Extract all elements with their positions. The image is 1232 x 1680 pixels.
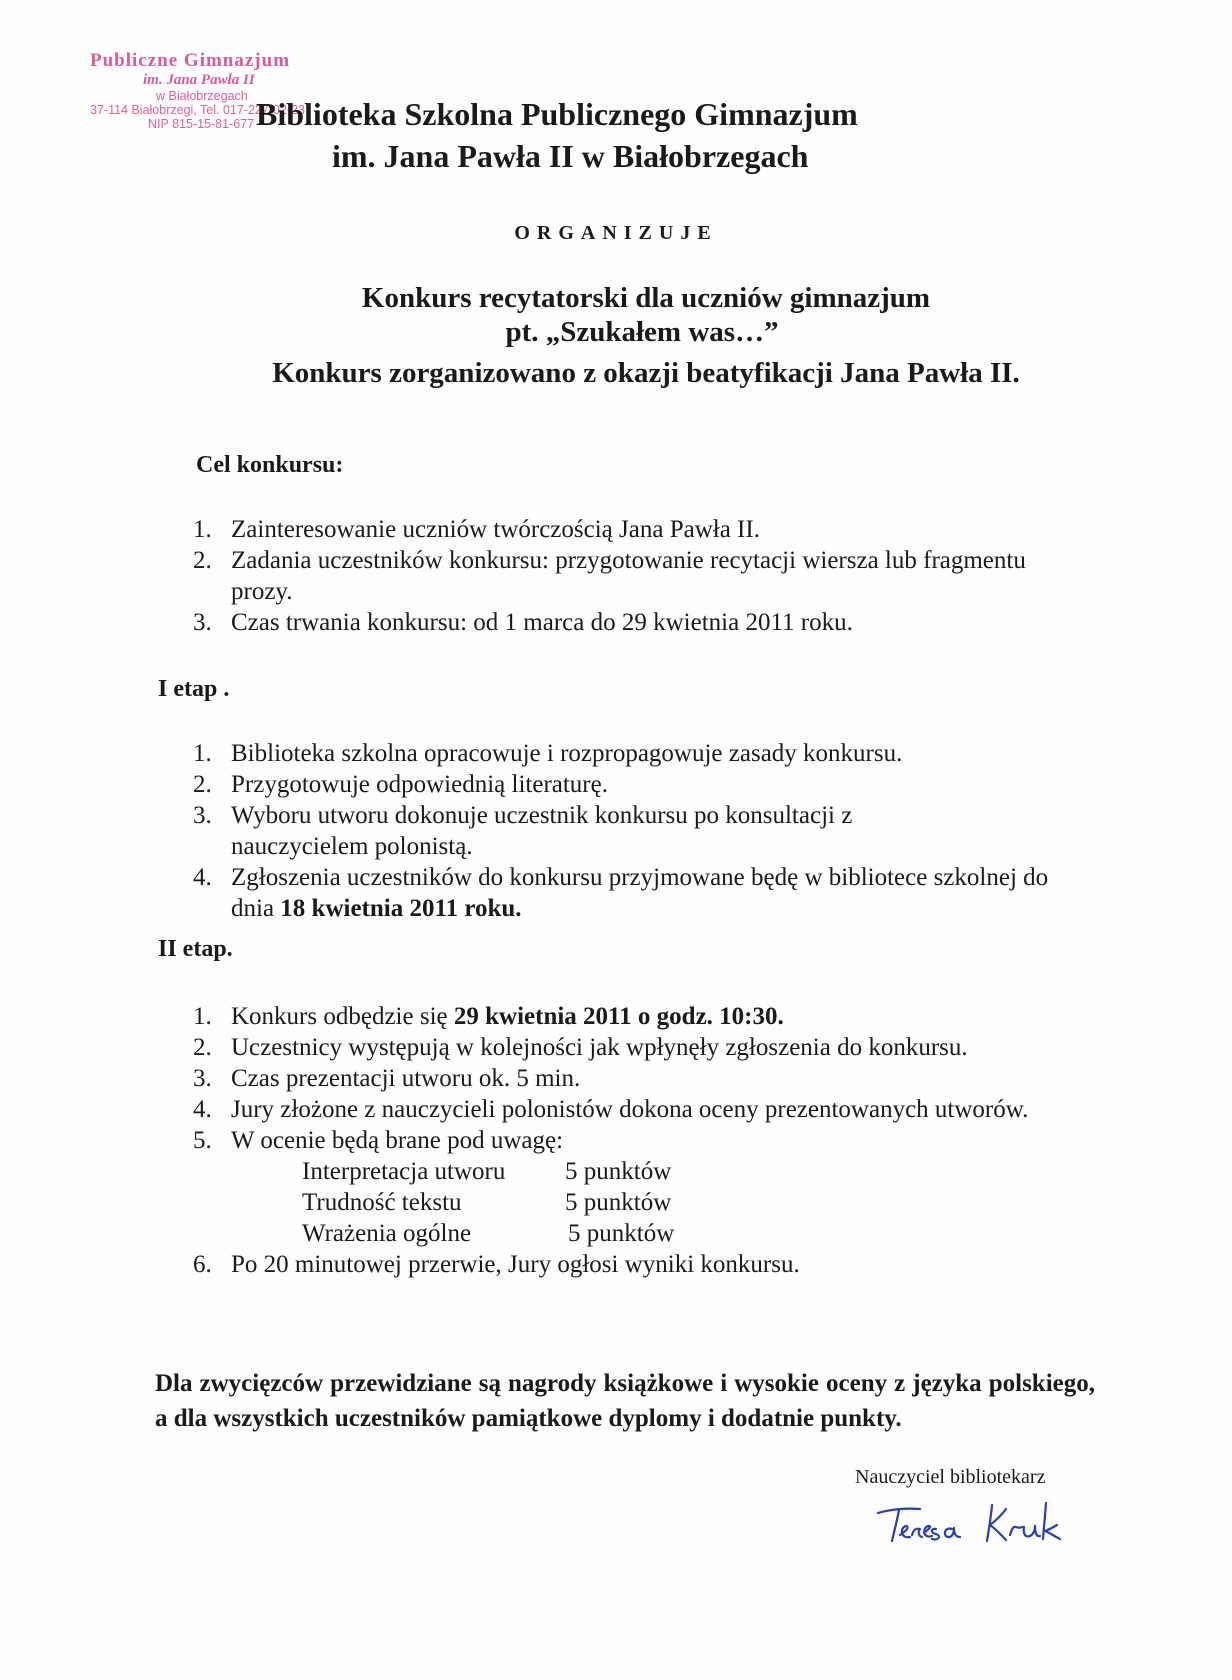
- item-number: 4.: [193, 864, 212, 891]
- criteria-points: 5 punktów: [568, 1220, 675, 1247]
- item-text: Biblioteka szkolna opracowuje i rozpropagowuje zasady konkursu.: [231, 740, 903, 767]
- list-item: [193, 1032, 1123, 1063]
- list-item: [193, 1094, 1051, 1125]
- item-text: Zadania uczestników konkursu: przygotowanie recytacji wiersza lub fragmentu prozy.: [231, 547, 1026, 605]
- closing-paragraph: Dla zwycięzców przewidziane są nagrody książkowe i wysokie oceny z języka polskiego, a dla wszystkich uczestników pamiątkowe dyplomy i dodatnie punkty.: [155, 1370, 1095, 1432]
- stamp-patron: im. Jana Pawła II: [143, 72, 255, 88]
- list-item: [193, 862, 1081, 924]
- deadline-date: 18 kwietnia 2011 roku.: [280, 895, 522, 922]
- list-item: [193, 545, 1073, 607]
- criteria-name: Wrażenia ogólne: [302, 1220, 472, 1247]
- criteria-name: Trudność tekstu: [302, 1189, 462, 1216]
- criteria-name: Interpretacja utworu: [302, 1158, 506, 1185]
- list-item: [193, 769, 1073, 800]
- list-item: [193, 738, 1073, 769]
- item-number: 1.: [193, 516, 212, 543]
- stamp-school-name: Publiczne Gimnazjum: [90, 50, 291, 71]
- criteria-row: [231, 1156, 1123, 1187]
- criteria-row: [231, 1218, 1123, 1249]
- criteria-points: 5 punktów: [565, 1158, 672, 1185]
- item-text: Uczestnicy występują w kolejności jak wpłynęły zgłoszenia do konkursu.: [231, 1034, 968, 1061]
- item-text: Zainteresowanie uczniów twórczością Jana Pawła II.: [231, 516, 760, 543]
- criteria-points: 5 punktów: [565, 1189, 672, 1216]
- etap1-list: [193, 738, 1073, 924]
- contest-occasion: Konkurs zorganizowano z okazji beatyfikacji Jana Pawła II.: [272, 357, 1020, 389]
- list-item: [193, 800, 931, 862]
- item-number: 6.: [193, 1251, 212, 1278]
- item-number: 3.: [193, 609, 212, 636]
- organizuje-heading: ORGANIZUJE: [514, 222, 718, 244]
- item-text: Zgłoszenia uczestników do konkursu przyjmowane będę w bibliotece szkolnej do dnia: [231, 864, 1049, 922]
- contest-date: 29 kwietnia 2011 o godz. 10:30.: [453, 1003, 784, 1030]
- item-text: W ocenie będą brane pod uwagę:: [231, 1127, 564, 1154]
- list-item: [193, 1063, 1123, 1094]
- criteria-row: [231, 1187, 1123, 1218]
- stamp-address: 37-114 Białobrzegi, Tel. 017-227-02-23: [90, 103, 305, 117]
- item-number: 5.: [193, 1127, 212, 1154]
- criteria-table: [231, 1156, 1123, 1249]
- item-number: 1.: [193, 1003, 212, 1030]
- item-number: 2.: [193, 547, 212, 574]
- item-text: Czas trwania konkursu: od 1 marca do 29 kwietnia 2011 roku.: [231, 609, 853, 636]
- etap1-heading: I etap .: [158, 676, 230, 702]
- list-item: [193, 1001, 1123, 1032]
- handwritten-signature: [870, 1495, 1090, 1555]
- list-item: [193, 607, 1073, 638]
- cel-list: [193, 514, 1073, 638]
- contest-title: Konkurs recytatorski dla uczniów gimnazjum: [361, 282, 931, 314]
- item-number: 3.: [193, 1065, 212, 1092]
- header-line-2: im. Jana Pawła II w Białobrzegach: [332, 138, 809, 174]
- item-text: Konkurs odbędzie się: [231, 1003, 454, 1030]
- contest-subtitle: pt. „Szukałem was…”: [505, 316, 779, 348]
- stamp-nip: NIP 815-15-81-677: [148, 117, 255, 131]
- list-item: [193, 514, 1073, 545]
- item-number: 3.: [193, 802, 212, 829]
- item-text: Czas prezentacji utworu ok. 5 min.: [231, 1065, 581, 1092]
- item-text: Po 20 minutowej przerwie, Jury ogłosi wyniki konkursu.: [231, 1251, 800, 1278]
- item-number: 1.: [193, 740, 212, 767]
- etap2-heading: II etap.: [158, 936, 233, 962]
- list-item: [193, 1125, 1123, 1249]
- etap2-list: [193, 1001, 1123, 1280]
- item-text: Jury złożone z nauczycieli polonistów dokona oceny prezentowanych utworów.: [231, 1096, 1029, 1123]
- cel-heading: Cel konkursu:: [196, 452, 344, 478]
- item-text: Wyboru utworu dokonuje uczestnik konkursu po konsultacji z nauczycielem polonistą.: [231, 802, 853, 860]
- signer-title: Nauczyciel bibliotekarz: [855, 1466, 1046, 1488]
- header-line-1: Biblioteka Szkolna Publicznego Gimnazjum: [256, 96, 858, 132]
- list-item: [193, 1249, 1123, 1280]
- item-number: 4.: [193, 1096, 212, 1123]
- item-number: 2.: [193, 1034, 212, 1061]
- stamp-town: w Białobrzegach: [156, 89, 248, 103]
- item-text: Przygotowuje odpowiednią literaturę.: [231, 771, 608, 798]
- item-number: 2.: [193, 771, 212, 798]
